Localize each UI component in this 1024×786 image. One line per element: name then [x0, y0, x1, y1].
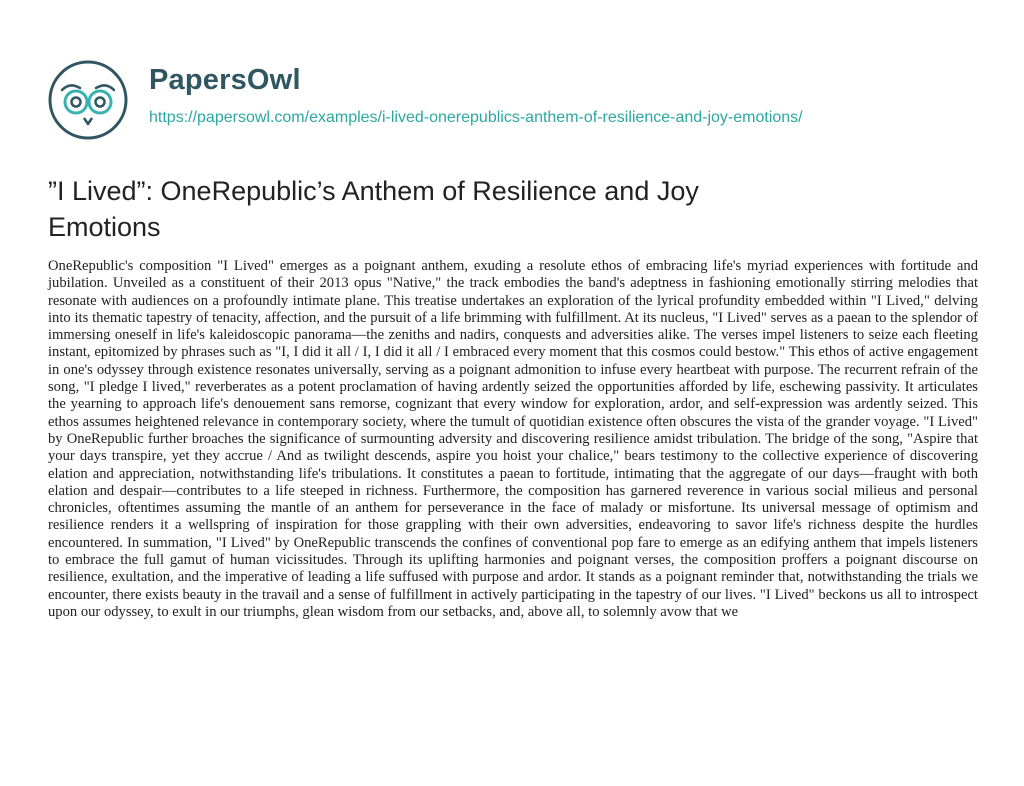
- header: [48, 60, 803, 140]
- article-title: ”I Lived”: OneRepublic’s Anthem of Resilience and Joy Emotions: [48, 176, 699, 242]
- article-body: OneRepublic's composition "I Lived" emerges as a poignant anthem, exuding a resolute ethos of embracing life's myriad experiences with fortitude and jubilation. Unveiled as a constituent of their 2013 opus "Native," the track embodies the band's adeptness in fashioning emotionally stirring melodies that resonate with audiences on a profoundly intimate plane. This treatise undertakes an exploration of the lyrical profundity embedded within "I Lived," delving into its thematic tapestry of tenacity, affection, and the pursuit of a life brimming with fulfillment. At its nucleus, "I Lived" serves as a paean to the splendor of immersing oneself in life's kaleidoscopic panorama—the zeniths and nadirs, conquests and adversities alike. The verses impel listeners to seize each fleeting instant, epitomized by phrases such as "I, I did it all / I, I did it all / I embraced every moment that this cosmos could bestow." This ethos of active engagement in one's odyssey through existence resonates universally, serving as a poignant admonition to infuse every heartbeat with purpose. The recurrent refrain of the song, "I pledge I lived," reverberates as a potent proclamation of having ardently seized the opportunities afforded by life, eschewing passivity. It articulates the yearning to approach life's denouement sans remorse, cognizant that every window for exploration, ardor, and self-expression was ardently seized. This ethos assumes heightened relevance in contemporary society, where the tumult of quotidian existence often obscures the vista of the grander voyage. "I Lived" by OneRepublic further broaches the significance of surmounting adversity and discovering resilience amidst tribulation. The bridge of the song, "Aspire that your days transpire, yet they accrue / And as twilight descends, aspire you hoist your chalice," bears testimony to the collective experience of discovering elation and appreciation, notwithstanding life's tribulations. It constitutes a paean to fortitude, intimating that the aggregate of our days—fraught with both elation and despair—contributes to a life steeped in richness. Furthermore, the composition has garnered reverence in various social milieus and personal chronicles, oftentimes assuming the mantle of an anthem for perseverance in the face of malady or misfortune. Its universal message of optimism and resilience renders it a wellspring of inspiration for those grappling with their own adversities, endeavoring to savor life's richness despite the hurdles encountered. In summation, "I Lived" by OneRepublic transcends the confines of conventional pop fare to emerge as an edifying anthem that impels listeners to embrace the full gamut of human vicissitudes. Through its uplifting harmonies and poignant verses, the composition proffers a poignant discourse on resilience, exultation, and the imperative of leading a life suffused with purpose and ardor. It stands as a poignant reminder that, notwithstanding the trials we encounter, there exists beauty in the travail and a sense of fulfillment in actively participating in the tapestry of our lives. "I Lived" beckons us all to introspect upon our odyssey, to exult in our triumphs, glean wisdom from our setbacks, and, above all, to solemnly avow that we: [48, 258, 978, 620]
- brand-name[interactable]: PapersOwl: [149, 64, 301, 96]
- owl-eyes-icon: [48, 60, 128, 140]
- source-url[interactable]: https://papersowl.com/examples/i-lived-onerepublics-anthem-of-resilience-and-joy-emotions/: [149, 109, 803, 126]
- brand-block: [149, 64, 803, 128]
